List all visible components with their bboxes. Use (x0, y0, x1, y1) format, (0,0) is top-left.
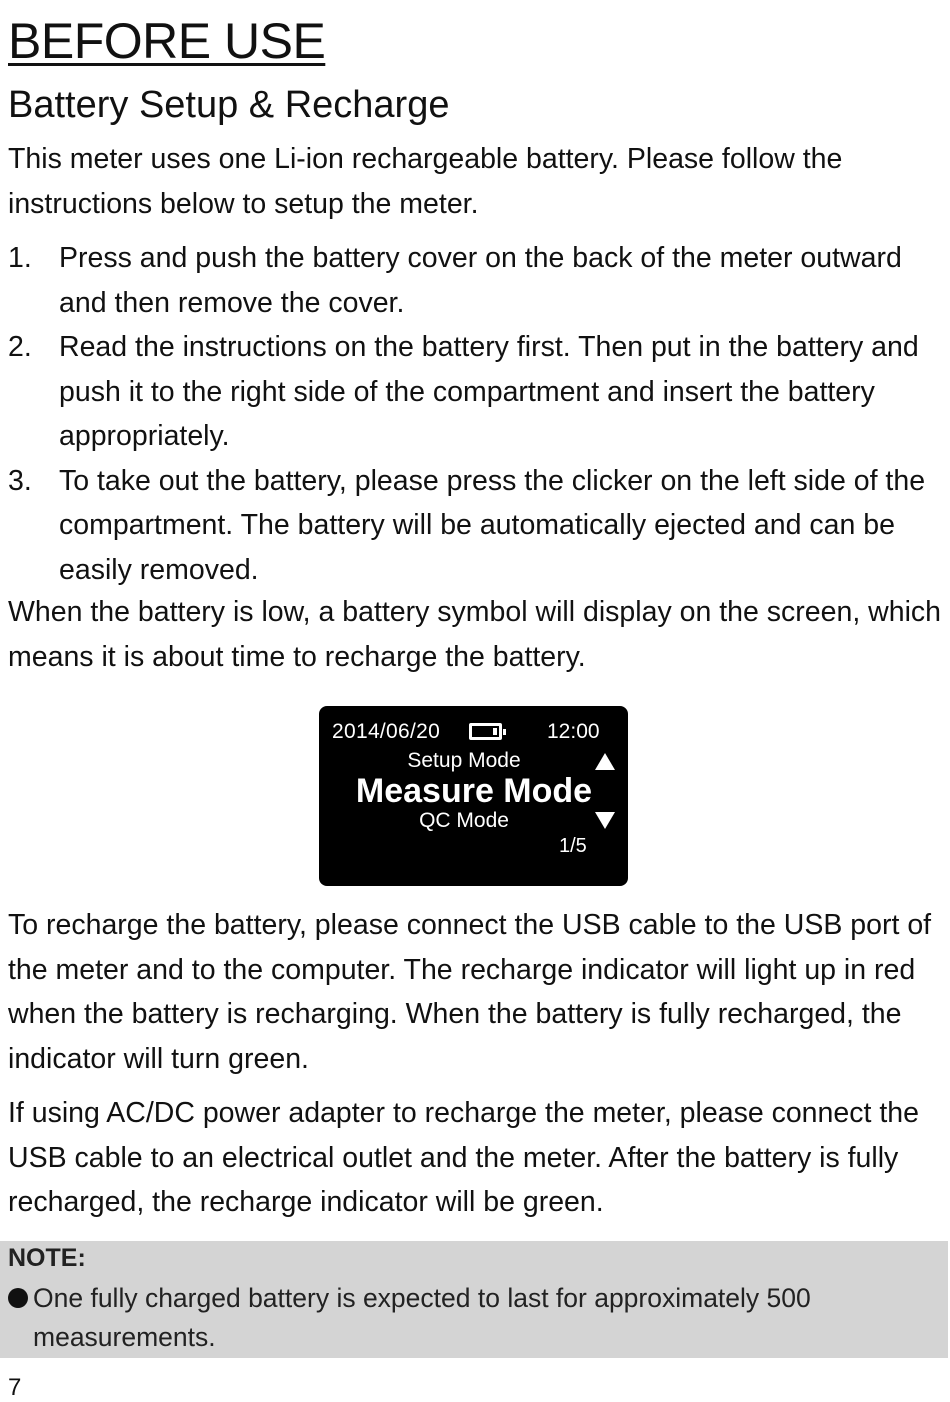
list-item (8, 325, 944, 459)
screen-time: 12:00 (547, 720, 600, 743)
note-label: NOTE: (8, 1244, 86, 1272)
screen-date: 2014/06/20 (332, 720, 441, 743)
step-number: 3. (8, 464, 32, 497)
recharge-usb-paragraph: To recharge the battery, please connect the USB cable to the USB port of the meter and to the computer. The recharge indicator will light up in red when the battery is recharging. When the battery is fully recharged, the indicator will turn green. (8, 909, 932, 1075)
meter-screen-illustration (319, 706, 628, 886)
list-item (8, 459, 944, 593)
page-number: 7 (8, 1374, 22, 1401)
step-text: To take out the battery, please press the clicker on the left side of the compartment. The battery will be automatically ejected and can be easily removed. (59, 464, 926, 586)
screen-menu-prev-item: Setup Mode (407, 749, 521, 772)
note-box (0, 1241, 948, 1358)
list-item (8, 236, 944, 325)
step-text: Read the instructions on the battery first. Then put in the battery and push it to the right side of the compartment and insert the battery appropriately. (59, 331, 919, 452)
triangle-down-icon (595, 812, 615, 829)
screen-menu-current-item: Measure Mode (355, 772, 593, 810)
section-title: Battery Setup & Recharge (8, 84, 450, 126)
low-battery-paragraph: When the battery is low, a battery symbol will display on the screen, which means it is about time to recharge the battery. (8, 596, 942, 673)
setup-steps-list (8, 236, 944, 592)
bullet-icon (8, 1288, 28, 1308)
step-text: Press and push the battery cover on the back of the meter outward and then remove the cover. (59, 242, 902, 319)
intro-paragraph: This meter uses one Li-ion rechargeable battery. Please follow the instructions below to setup the meter. (8, 143, 843, 220)
recharge-adapter-paragraph: If using AC/DC power adapter to recharge the meter, please connect the USB cable to an electrical outlet and the meter. After the battery is fully recharged, the recharge indicator will be green. (8, 1097, 919, 1218)
screen-page-indicator: 1/5 (559, 835, 587, 857)
note-text: One fully charged battery is expected to last for approximately 500 measurements. (33, 1283, 811, 1352)
screen-menu-next-item: QC Mode (419, 809, 509, 832)
battery-low-icon (469, 723, 502, 740)
page-title: BEFORE USE (8, 13, 326, 69)
step-number: 2. (8, 331, 32, 363)
note-item (8, 1279, 928, 1357)
triangle-up-icon (595, 753, 615, 770)
step-number: 1. (8, 242, 32, 274)
